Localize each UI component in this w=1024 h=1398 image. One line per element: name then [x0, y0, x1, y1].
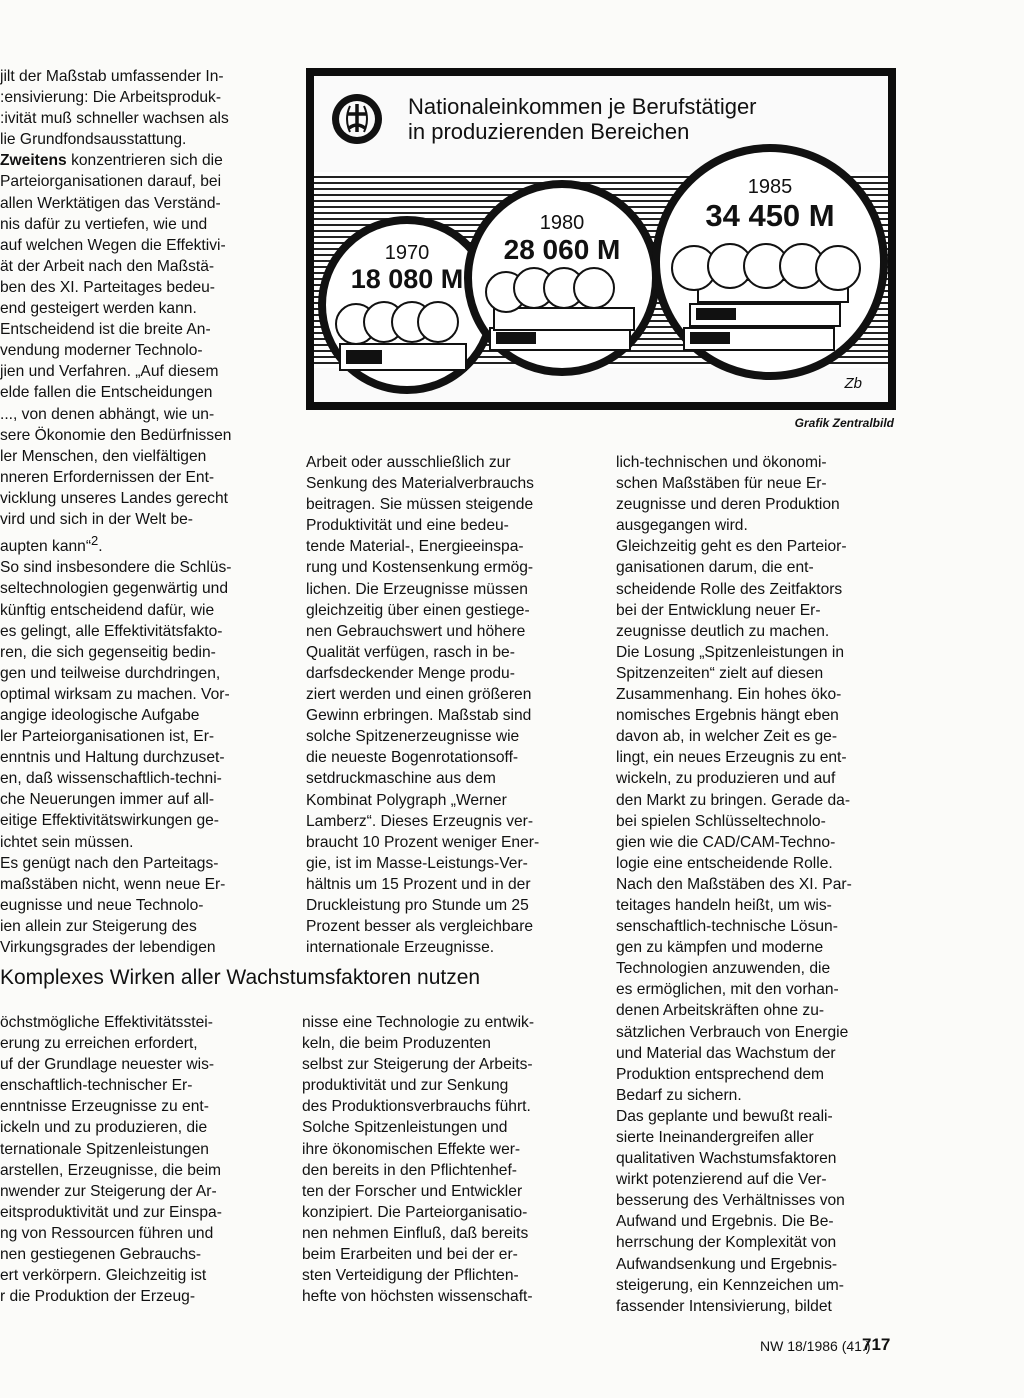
text-line: es ermöglichen, mit den vorhan-	[616, 981, 839, 999]
text-line: denen Arbeitskräften ohne zu-	[616, 1002, 825, 1020]
infographic-title-line2: in produzierenden Bereichen	[408, 119, 690, 144]
text-line: ausgegangen wird.	[616, 517, 748, 535]
text-line: seltechnologien gegenwärtig und	[0, 580, 229, 598]
text-line: :ensivierung: Die Arbeitsproduk-	[0, 89, 222, 107]
text-line: erung zu erreichen erfordert,	[0, 1035, 198, 1053]
text-line: den Markt zu bringen. Gerade da-	[616, 791, 851, 809]
text-line: solche Spitzenerzeugnisse wie	[306, 728, 520, 746]
coins-and-banknotes-icon	[326, 224, 488, 386]
text-line: qualitativen Wachstumsfaktoren	[616, 1150, 837, 1168]
text-line: nen Gebrauchswert und höhere	[306, 622, 526, 640]
text-line: Arbeit oder ausschließlich zur	[306, 454, 511, 471]
text-line: enntnisse Erzeugnisse zu ent-	[0, 1098, 209, 1116]
section-heading: Komplexes Wirken aller Wachstumsfaktoren nutzen	[0, 966, 481, 989]
coins-and-banknotes-icon	[472, 188, 652, 368]
text-line: Nach den Maßstäben des XI. Par-	[616, 875, 852, 893]
text-line: gen zu kämpfen und moderne	[616, 939, 824, 957]
text-line: allen Werktätigen das Verständ-	[0, 194, 221, 212]
text-line: senschaftlich-technische Lösun-	[616, 918, 838, 936]
text-line: ert verkörpern. Gleichzeitig ist	[0, 1267, 207, 1285]
text-line: tende Material-, Energieeinspa-	[306, 538, 524, 556]
text-line: Technologien anzuwenden, die	[616, 960, 831, 978]
text-column-lower-left	[0, 1012, 280, 1308]
text-line: nisse eine Technologie zu entwik-	[302, 1014, 535, 1031]
bubble-year: 1980	[539, 212, 585, 234]
text-fragment: konzentrieren sich die	[66, 152, 223, 170]
text-line: ler Menschen, den vielfältigen	[0, 447, 207, 465]
text-line: rung und Kostensenkung ermög-	[306, 559, 534, 577]
text-line: keln, die beim Produzenten	[302, 1035, 491, 1053]
text-line: eitige Effektivitätswirkungen ge-	[0, 812, 220, 830]
text-line: Produktion entsprechend dem	[616, 1065, 825, 1083]
text-line: wickeln, zu produzieren und auf	[616, 770, 836, 788]
text-line: angige ideologische Aufgabe	[0, 707, 200, 724]
text-line: uf der Grundlage neuester wis-	[0, 1056, 215, 1074]
text-line: steigerung, ein Kennzeichen um-	[616, 1276, 844, 1294]
page-number: 717	[862, 1335, 891, 1354]
text-line: ganisationen darum, die ent-	[616, 559, 814, 577]
text-line: Es genügt nach den Parteitags-	[0, 854, 219, 872]
text-line: lichen. Die Erzeugnisse müssen	[306, 580, 528, 598]
text-line: Aufwand und Ergebnis. Die Be-	[616, 1213, 834, 1231]
text-line: lich-technischen und ökonomi-	[616, 454, 827, 471]
text-line: den bereits in den Pflichtenhef-	[302, 1161, 517, 1179]
text-line: die neueste Bogenrotationsoff-	[306, 749, 519, 767]
text-line: gleichzeitig über einen gestiege-	[306, 601, 530, 619]
text-fragment: aupten kann“	[0, 538, 92, 556]
text-line: hältnis um 15 Prozent und in der	[306, 875, 531, 893]
text-line: nen nehmen Einfluß, daß bereits	[302, 1224, 529, 1242]
text-line: sere Ökonomie den Bedürfnissen	[0, 426, 232, 444]
text-line: en, daß wissenschaftlich-techni-	[0, 770, 222, 788]
text-line: Zusammenhang. Ein hohes öko-	[616, 686, 842, 704]
text-column-lower-middle	[302, 1012, 586, 1308]
text-line: produktivität und zur Senkung	[302, 1077, 509, 1095]
text-line: enntnis und Haltung durchzuset-	[0, 749, 225, 767]
text-line: wirkt potenzierend auf die Ver-	[616, 1171, 827, 1189]
text-line: elde fallen die Entscheidungen	[0, 384, 213, 402]
text-line: gie, ist im Masse-Leistungs-Ver-	[306, 854, 528, 872]
text-column-right	[616, 452, 894, 1332]
text-line: gen und teilweise durchdringen,	[0, 664, 221, 682]
text-line: ..., von denen abhängt, wie un-	[0, 405, 215, 423]
text-line: nneren Erfordernissen der Ent-	[0, 468, 215, 486]
text-line: ten der Forscher und Entwickler	[302, 1182, 523, 1200]
text-line: :ivität muß schneller wachsen als	[0, 110, 229, 128]
text-line: bei spielen Schlüsseltechnolo-	[616, 812, 826, 830]
text-line: che Neuerungen immer auf all-	[0, 791, 215, 809]
text-line: beitragen. Sie müssen steigende	[306, 496, 534, 514]
text-line: maßstäben nicht, wenn neue Er-	[0, 875, 226, 893]
text-line: beim Erarbeiten und bei der er-	[302, 1246, 518, 1264]
text-line: hefte von höchsten wissenschaft-	[302, 1288, 533, 1306]
text-line: scheidende Rolle des Zeitfaktors	[616, 580, 843, 598]
text-line: eugnisse und neue Technolo-	[0, 896, 204, 914]
text-line: Qualität verfügen, rasch in be-	[306, 643, 515, 661]
text-line: sten Verteidigung der Pflichten-	[302, 1267, 519, 1285]
text-line: darfsdeckender Menge produ-	[306, 664, 515, 682]
text-line: Parteiorganisationen darauf, bei	[0, 173, 222, 191]
text-line: ickeln und zu produzieren, die	[0, 1119, 208, 1137]
text-line: Solche Spitzenleistungen und	[302, 1119, 508, 1137]
text-line: sätzlichen Verbrauch von Energie	[616, 1023, 849, 1041]
text-line: Gewinn erbringen. Maßstab sind	[306, 707, 532, 725]
text-line: Produktivität und eine bedeu-	[306, 517, 509, 535]
text-line: eitsproduktivität und zur Einspa-	[0, 1203, 222, 1221]
text-column-middle	[306, 452, 590, 957]
text-line: Spitzenzeiten“ zielt auf diesen	[616, 664, 824, 682]
text-line: auf welchen Wegen die Effektivi-	[0, 236, 226, 254]
text-line: schen Maßstäben für neue Er-	[616, 475, 827, 493]
text-line: lingt, ein neues Erzeugnis zu ent-	[616, 749, 847, 767]
text-line: Lamberz“. Dieses Erzeugnis ver-	[306, 812, 534, 830]
text-line: ler Parteiorganisationen ist, Er-	[0, 728, 215, 746]
bubble-year: 1970	[384, 242, 430, 264]
text-line: ät der Arbeit nach den Maßstä-	[0, 257, 215, 275]
artist-signature: Zb	[844, 375, 862, 392]
coins-and-banknotes-icon	[660, 152, 880, 372]
text-line: Gleichzeitig geht es den Parteior-	[616, 538, 847, 556]
text-line: vird und sich in der Welt be-	[0, 510, 193, 528]
infographic	[306, 68, 896, 410]
text-line: Druckleistung pro Stunde um 25	[306, 896, 529, 914]
text-line: ng von Ressourcen führen und	[0, 1224, 214, 1242]
text-line: herrschung der Komplexität von	[616, 1234, 837, 1252]
text-line: zeugnisse und deren Produktion	[616, 496, 840, 514]
text-line	[0, 150, 283, 171]
text-line: enschaftlich-technischer Er-	[0, 1077, 193, 1095]
text-line: Virkungsgrades der lebendigen	[0, 939, 216, 957]
text-line: bei der Entwicklung neuer Er-	[616, 601, 821, 619]
text-line: gien wie die CAD/CAM-Techno-	[616, 833, 836, 851]
text-line: des Produktionsverbrauchs führt.	[302, 1098, 531, 1116]
text-line: optimal wirksam zu machen. Vor-	[0, 685, 230, 703]
text-line: öchstmögliche Effektivitätsstei-	[0, 1014, 213, 1031]
text-line: sierte Ineinandergreifen aller	[616, 1129, 814, 1146]
text-line: ichtet sein müssen.	[0, 833, 134, 851]
infographic-panel	[314, 76, 888, 402]
bubble-amount: 28 060 M	[503, 234, 621, 265]
text-line: braucht 10 Prozent weniger Ener-	[306, 833, 540, 851]
text-line: nomisches Ergebnis hängt eben	[616, 707, 839, 725]
text-line: Entscheidend ist die breite An-	[0, 321, 211, 339]
text-line: vendung moderner Technolo-	[0, 342, 203, 360]
issue-reference: NW 18/1986 (41.)	[760, 1338, 871, 1354]
text-line: Senkung des Materialverbrauchs	[306, 475, 534, 493]
text-line: jien und Verfahren. „Auf diesem	[0, 363, 219, 381]
text-line: ternationale Spitzenleistungen	[0, 1140, 209, 1158]
infographic-title	[408, 94, 828, 144]
text-line: Das geplante und bewußt reali-	[616, 1107, 833, 1125]
text-line: besserung des Verhältnisses von	[616, 1192, 845, 1210]
text-line: So sind insbesondere die Schlüs-	[0, 559, 232, 577]
footnote-mark: 2	[91, 533, 99, 549]
text-line: nen gestiegenen Gebrauchs-	[0, 1246, 202, 1264]
bubble-amount: 34 450 M	[705, 198, 835, 233]
text-line: teitages handeln heißt, um wis-	[616, 896, 832, 914]
text-line: nis dafür zu vertiefen, wie und	[0, 215, 208, 233]
text-line: r die Produktion der Erzeug-	[0, 1288, 196, 1306]
text-line: ren, die sich gegenseitig bedin-	[0, 643, 216, 661]
text-line: selbst zur Steigerung der Arbeits-	[302, 1056, 533, 1074]
text-line: Kombinat Polygraph „Werner	[306, 791, 507, 809]
bubble-1985	[652, 144, 888, 380]
text-line: und Material das Wachstum der	[616, 1044, 836, 1062]
text-line: es gelingt, alle Effektivitätsfakto-	[0, 622, 223, 640]
infographic-title-line1: Nationaleinkommen je Berufstätiger	[408, 94, 757, 119]
text-line: ihre ökonomischen Effekte wer-	[302, 1140, 521, 1158]
text-line: Die Losung „Spitzenleistungen in	[616, 643, 844, 661]
bubble-amount: 18 080 M	[350, 264, 464, 294]
text-column-left	[0, 66, 283, 957]
graphic-caption: Grafik Zentralbild	[794, 416, 894, 430]
text-line: lie Grundfondsausstattung.	[0, 131, 187, 149]
bubble-1980	[464, 180, 660, 376]
text-line: fassender Intensivierung, bildet	[616, 1297, 832, 1315]
emphasis-word: Zweitens	[0, 152, 67, 170]
text-line: aupten kann“$^2$.	[0, 533, 103, 556]
text-line: vicklung unseres Landes gerecht	[0, 489, 228, 507]
text-line: nwender zur Steigerung der Ar-	[0, 1182, 217, 1200]
text-line: jilt der Maßstab umfassender In-	[0, 68, 224, 85]
text-line: zeugnisse deutlich zu machen.	[616, 622, 830, 640]
text-line: davon ab, in welcher Zeit es ge-	[616, 728, 838, 746]
text-line: ien allein zur Steigerung des	[0, 917, 197, 935]
text-line: arstellen, Erzeugnisse, die beim	[0, 1161, 222, 1179]
text-line: konzipiert. Die Parteiorganisatio-	[302, 1203, 528, 1221]
text-line: Prozent besser als vergleichbare	[306, 918, 534, 936]
text-line: künftig entscheidend dafür, wie	[0, 601, 215, 619]
text-line: setdruckmaschine aus dem	[306, 770, 496, 788]
text-line: Bedarf zu sichern.	[616, 1086, 742, 1104]
text-line: end gesteigert werden kann.	[0, 300, 197, 318]
gdr-emblem-icon	[330, 92, 384, 146]
text-line: ben des XI. Parteitages bedeu-	[0, 278, 215, 296]
text-line: Aufwandsenkung und Ergebnis-	[616, 1255, 838, 1273]
bubble-year: 1985	[747, 176, 793, 198]
text-line: logie eine entscheidende Rolle.	[616, 854, 833, 872]
text-line: internationale Erzeugnisse.	[306, 939, 495, 957]
text-line: ziert werden und einen größeren	[306, 686, 532, 704]
